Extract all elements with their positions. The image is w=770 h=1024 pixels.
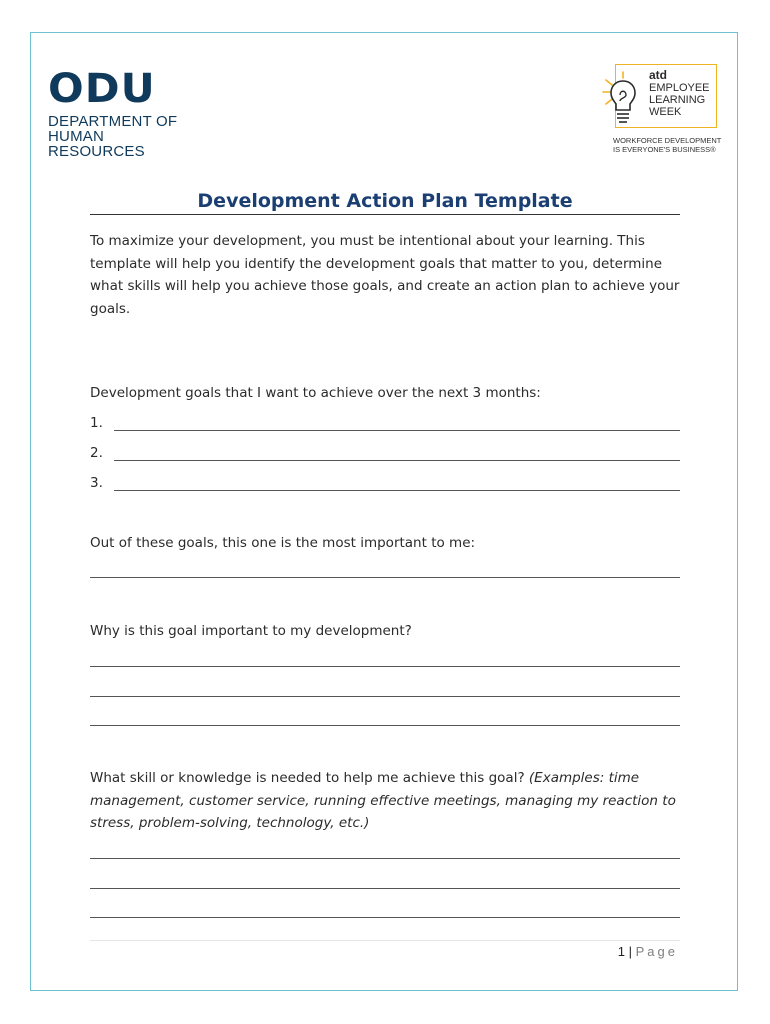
why-answer-line[interactable]	[90, 666, 680, 667]
atd-employee-learning-week-logo	[601, 64, 723, 156]
title-underline	[90, 214, 680, 215]
odu-wordmark: ODU	[48, 66, 156, 112]
atd-title-line: WEEK	[649, 106, 682, 118]
why-answer-line[interactable]	[90, 696, 680, 697]
important-goal-prompt: Out of these goals, this one is the most important to me:	[90, 535, 476, 551]
goal-field-3[interactable]	[90, 472, 680, 502]
skills-answer-line[interactable]	[90, 858, 680, 859]
footer-divider	[90, 940, 680, 941]
skills-prompt	[90, 767, 680, 835]
page-border	[30, 32, 738, 991]
skills-answer-line[interactable]	[90, 888, 680, 889]
skills-question: What skill or knowledge is needed to help me achieve this goal?	[90, 770, 525, 786]
page-number: 1	[617, 944, 625, 959]
goal-number: 3.	[90, 475, 103, 491]
atd-tagline-line: WORKFORCE DEVELOPMENT	[613, 136, 722, 145]
goal-answer-line[interactable]	[114, 460, 680, 461]
important-goal-answer-line[interactable]	[90, 577, 680, 578]
odu-logo	[48, 66, 198, 160]
atd-tagline-line: IS EVERYONE'S BUSINESS®	[613, 145, 716, 154]
goal-field-1[interactable]	[90, 412, 680, 442]
odu-department-line: DEPARTMENT OF	[48, 113, 178, 130]
atd-tagline	[613, 136, 721, 154]
atd-event-title	[649, 82, 719, 118]
why-important-prompt: Why is this goal important to my development?	[90, 623, 412, 639]
atd-brand: atd	[649, 68, 667, 82]
atd-title-line: EMPLOYEE	[649, 82, 710, 94]
atd-title-line: LEARNING	[649, 94, 706, 106]
skills-answer-line[interactable]	[90, 917, 680, 918]
odu-hr-line: HUMAN RESOURCES	[48, 128, 145, 160]
intro-paragraph: To maximize your development, you must be intentional about your learning. This template will help you identify the development goals that matter to you, determine what skills will help you achieve those goals, and create an action plan to achieve your goals.	[90, 233, 680, 317]
goal-number: 2.	[90, 445, 103, 461]
goal-answer-line[interactable]	[114, 490, 680, 491]
page-footer	[618, 944, 678, 959]
title-row	[90, 190, 680, 218]
document-title: Development Action Plan Template	[185, 190, 584, 212]
page-label: Page	[635, 944, 678, 959]
page-separator: |	[628, 944, 632, 959]
goal-field-2[interactable]	[90, 442, 680, 472]
why-answer-line[interactable]	[90, 725, 680, 726]
goal-number: 1.	[90, 415, 103, 431]
lightbulb-icon	[601, 68, 645, 134]
skills-examples: (Examples: time management, customer service, running effective meetings, managing my reaction to stress, problem-solving, technology, etc.)	[90, 770, 676, 831]
goals-prompt: Development goals that I want to achieve over the next 3 months:	[90, 385, 541, 401]
goal-answer-line[interactable]	[114, 430, 680, 431]
